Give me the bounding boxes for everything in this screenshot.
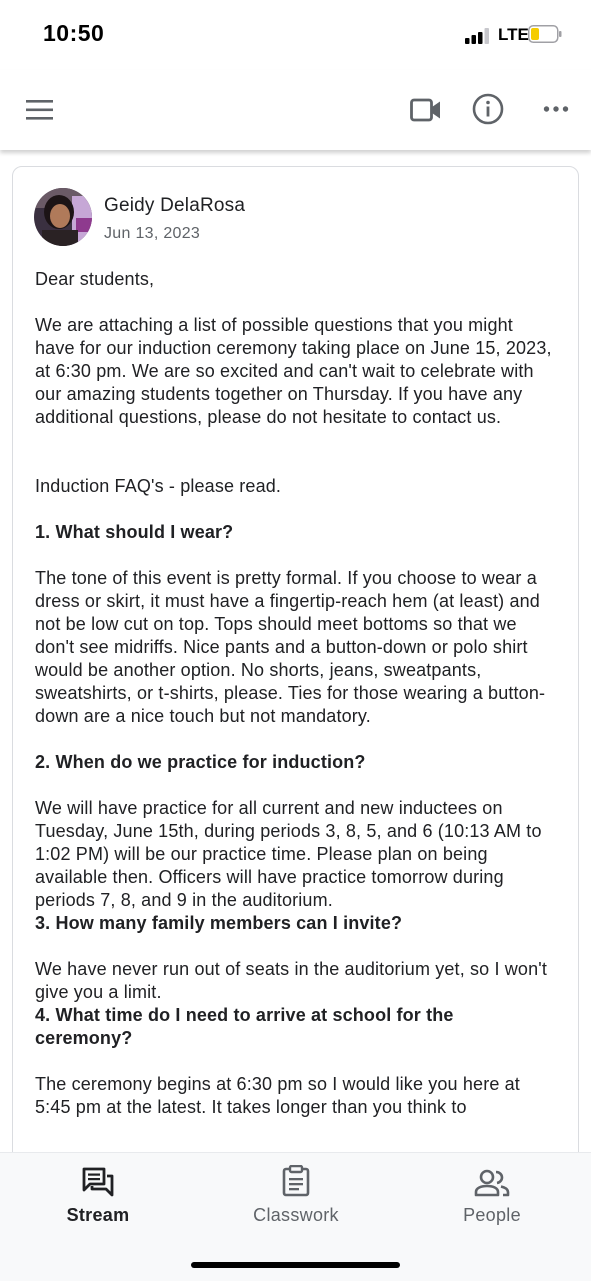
stream-icon: [82, 1167, 114, 1197]
faq-answer-2: We will have practice for all current and new inductees on Tuesday, June 15th, during periods 3, 8, 5, and 6 (10:13 AM to 1:02 PM) will be our practice time. Please plan on being available then. Officers will have practice tomorrow during periods 7, 8, and 9 in the auditorium.: [35, 798, 542, 910]
nav-people-label: People: [463, 1205, 521, 1225]
video-call-button[interactable]: [406, 92, 446, 128]
battery-icon: [528, 25, 562, 43]
author-name: Geidy DelaRosa: [104, 195, 246, 216]
nav-classwork[interactable]: [226, 1163, 366, 1233]
more-options-button[interactable]: [538, 94, 574, 124]
nav-people[interactable]: [422, 1163, 562, 1233]
status-time: 10:50: [43, 20, 105, 46]
faq-answer-4: The ceremony begins at 6:30 pm so I would like you here at 5:45 pm at the latest. It takes longer than you think to: [35, 1074, 520, 1117]
nav-stream[interactable]: [28, 1163, 168, 1233]
menu-button[interactable]: [22, 92, 58, 128]
info-icon: [472, 93, 504, 125]
faq-question-3: 3. How many family members can I invite?: [35, 913, 403, 933]
info-button[interactable]: [470, 90, 506, 128]
status-bar: [0, 0, 591, 70]
nav-stream-label: Stream: [66, 1205, 130, 1225]
announcement-card[interactable]: [12, 166, 579, 1168]
top-app-bar: [0, 70, 591, 150]
faq-question-1: 1. What should I wear?: [35, 522, 234, 542]
avatar[interactable]: [34, 188, 92, 246]
faq-question-2: 2. When do we practice for induction?: [35, 752, 366, 772]
faq-answer-1: The tone of this event is pretty formal. If you choose to wear a dress or skirt, it must have a fingertip-reach hem (at least) and not be low cut on top. Tops should meet bottoms so that we don't see midriffs. Nice pants and a button-down or polo shirt would be another option. No shorts, jeans, sweatpants, sweatshirts, or t-shirts, please. Ties for those wearing a button-down are a nice touch but not mandatory.: [35, 568, 546, 726]
avatar-image: [34, 188, 92, 246]
nav-classwork-label: Classwork: [253, 1205, 339, 1225]
post-body: [35, 268, 555, 1119]
more-icon: [543, 105, 569, 113]
signal-icon: [465, 28, 493, 44]
network-type: LTE: [498, 25, 529, 44]
faq-question-4: 4. What time do I need to arrive at school for the ceremony?: [35, 1005, 454, 1048]
post-intro: We are attaching a list of possible questions that you might have for our induction ceremony taking place on June 15, 2023, at 6:30 pm. We are so excited and can't wait to celebrate with our amazing students together on Thursday. If you have any additional questions, please do not hesitate to contact us.: [35, 315, 552, 427]
post-greeting: Dear students,: [35, 269, 155, 289]
faq-title: Induction FAQ's - please read.: [35, 476, 282, 496]
video-icon: [410, 98, 442, 122]
faq-answer-3: We have never run out of seats in the auditorium yet, so I won't give you a limit.: [35, 959, 547, 1002]
menu-icon: [26, 99, 54, 121]
home-indicator[interactable]: [191, 1262, 400, 1268]
post-date: Jun 13, 2023: [104, 225, 201, 242]
people-icon: [474, 1169, 510, 1197]
classwork-icon: [282, 1165, 310, 1197]
